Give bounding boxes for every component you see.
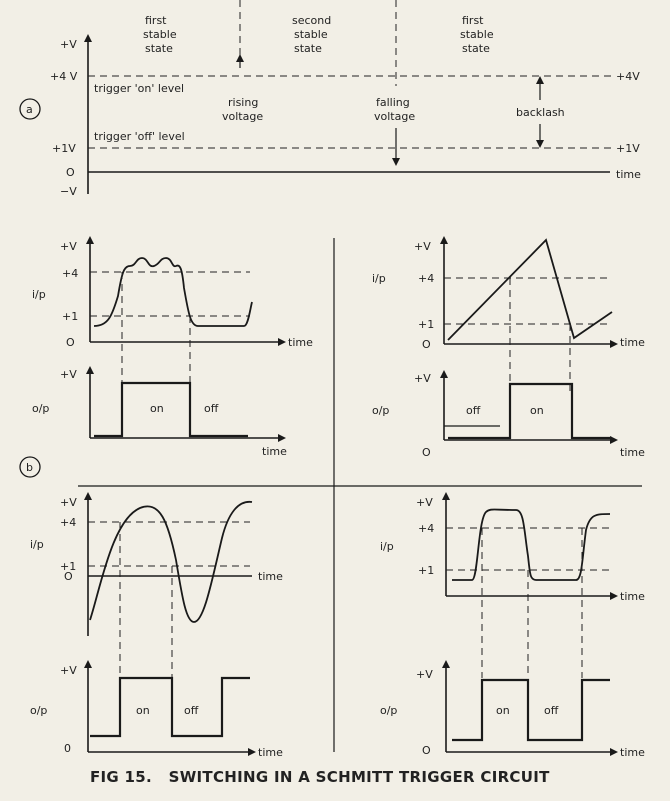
subplot-top-right: [372, 240, 645, 459]
y-label-plus1: +1: [418, 564, 435, 577]
y-label-plusV: +V: [416, 496, 433, 509]
off-label: off: [544, 704, 559, 717]
y-label-plus4: +4: [418, 522, 435, 535]
op-label: o/p: [372, 404, 390, 417]
y-label-zero: O: [64, 570, 73, 583]
panel-a-y-label: O: [66, 166, 75, 179]
op-label: o/p: [32, 402, 50, 415]
ip-label: i/p: [30, 538, 44, 551]
output-waveform: [90, 678, 250, 736]
on-label: on: [136, 704, 150, 717]
y-label-plusV: +V: [60, 664, 77, 677]
y-label-plusV: +V: [60, 240, 77, 253]
y-label-plus4: +4: [418, 272, 435, 285]
panel-a-right-label: +4V: [616, 70, 640, 83]
off-label: off: [466, 404, 481, 417]
y-label-zero: O: [422, 446, 431, 459]
op-label: o/p: [30, 704, 48, 717]
on-label: on: [530, 404, 544, 417]
input-waveform: [452, 510, 610, 581]
input-waveform: [448, 240, 612, 340]
y-label-plusV: +V: [414, 372, 431, 385]
panel-a: [20, 0, 641, 198]
on-label: on: [496, 704, 510, 717]
ip-label: i/p: [380, 540, 394, 553]
state-label: second: [292, 14, 332, 27]
state-label: state: [462, 42, 490, 55]
rising-label: voltage: [222, 110, 264, 123]
time-label: time: [620, 590, 645, 603]
state-label: stable: [460, 28, 494, 41]
panel-a-time-label: time: [616, 168, 641, 181]
state-label: stable: [143, 28, 177, 41]
y-label-zero: O: [422, 338, 431, 351]
panel-a-right-label: +1V: [616, 142, 640, 155]
backlash-label: backlash: [516, 106, 565, 119]
trigger-off-label: trigger 'off' level: [94, 130, 185, 143]
time-label: time: [262, 445, 287, 458]
ip-label: i/p: [372, 272, 386, 285]
time-label: time: [258, 746, 283, 759]
op-label: o/p: [380, 704, 398, 717]
state-label: first: [462, 14, 484, 27]
subplot-bottom-right: [380, 496, 645, 759]
trigger-on-label: trigger 'on' level: [94, 82, 185, 95]
off-label: off: [184, 704, 199, 717]
figure-title: FIG 15. SWITCHING IN A SCHMITT TRIGGER CIRCUIT: [90, 768, 550, 786]
y-label-plusV: +V: [60, 368, 77, 381]
y-label-plus1: +1: [418, 318, 435, 331]
ip-label: i/p: [32, 288, 46, 301]
rising-label: rising: [228, 96, 259, 109]
output-waveform: [452, 680, 610, 740]
time-label: time: [620, 746, 645, 759]
panel-a-y-label: +V: [60, 38, 77, 51]
state-label: state: [294, 42, 322, 55]
state-label: state: [145, 42, 173, 55]
y-label-plus1: +1: [62, 310, 79, 323]
off-label: off: [204, 402, 219, 415]
time-label: time: [288, 336, 313, 349]
time-label: time: [620, 336, 645, 349]
input-waveform: [90, 502, 252, 622]
y-label-plus1: +1: [60, 560, 77, 573]
y-label-plusV: +V: [416, 668, 433, 681]
y-label-plusV: +V: [414, 240, 431, 253]
panel-a-y-label: −V: [60, 185, 77, 198]
subplot-top-left: [32, 240, 313, 458]
y-label-plusV: +V: [60, 496, 77, 509]
state-label: stable: [294, 28, 328, 41]
panel-b-badge-label: b: [26, 461, 33, 474]
falling-label: voltage: [374, 110, 416, 123]
state-label: first: [145, 14, 167, 27]
panel-a-badge-label: a: [26, 103, 33, 116]
y-label-plus4: +4: [60, 516, 77, 529]
y-label-zero: O: [422, 744, 431, 757]
output-waveform: [94, 383, 248, 436]
subplot-bottom-left: [30, 496, 283, 759]
on-label: on: [150, 402, 164, 415]
panel-a-y-label: +4 V: [50, 70, 78, 83]
panel-a-y-label: +1V: [52, 142, 76, 155]
y-label-plus4: +4: [62, 267, 79, 280]
y-label-zero: 0: [64, 742, 71, 755]
time-label: time: [620, 446, 645, 459]
time-label: time: [258, 570, 283, 583]
falling-label: falling: [376, 96, 410, 109]
y-label-zero: O: [66, 336, 75, 349]
